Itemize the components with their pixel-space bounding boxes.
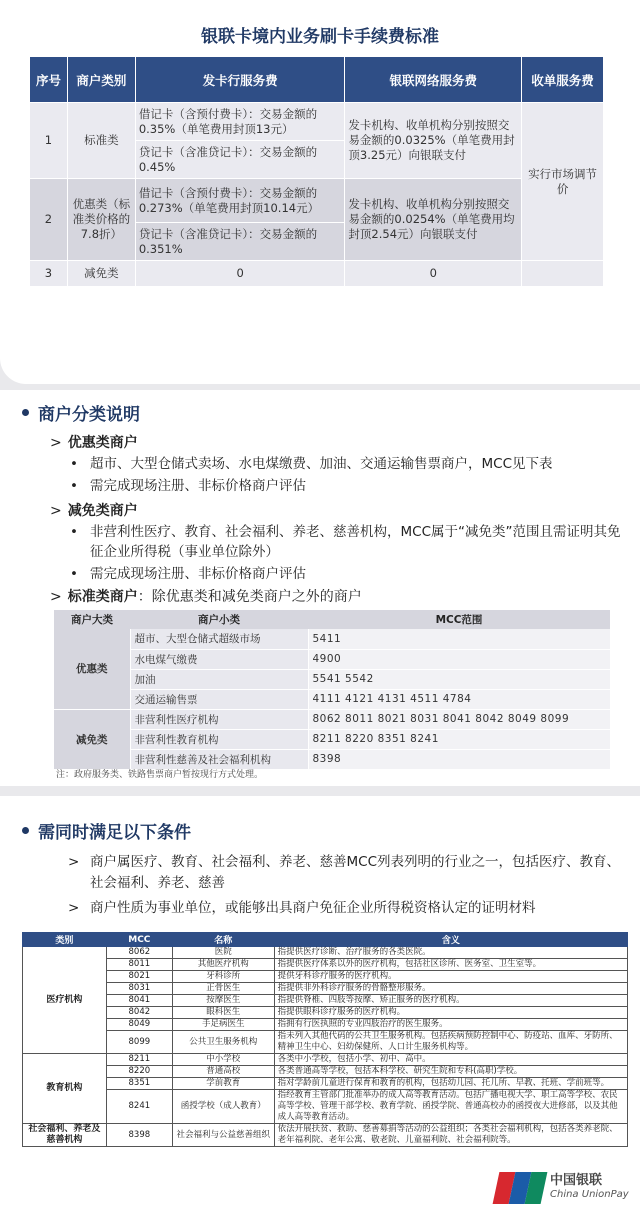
fee-table-header [30, 57, 604, 103]
mcc-cell: 8398 [308, 749, 610, 769]
mcc-name: 眼科医生 [172, 1007, 274, 1019]
table-row [23, 959, 628, 971]
bullet-icon: • [70, 524, 78, 540]
list-item [70, 522, 630, 562]
subcategory-cell: 水电煤气缴费 [130, 649, 308, 669]
mcc-cell: 8062 8011 8021 8031 8041 8042 8049 8099 [308, 709, 610, 729]
mcc-cell: 8211 8220 8351 8241 [308, 729, 610, 749]
logo-text [550, 1174, 629, 1202]
row-category: 减免类 [67, 261, 135, 287]
subcategory-cell: 非营利性慈善及社会福利机构 [130, 749, 308, 769]
acquirer-fee-empty [522, 261, 604, 287]
mcc-desc: 指提供非外科诊疗服务的骨骼整形服务。 [274, 983, 627, 995]
fee-standard-slide [0, 0, 640, 384]
jianmian-title: 减免类商户 [67, 503, 138, 519]
subcategory-cell: 交通运输售票 [130, 689, 308, 709]
mcc-name: 手足病医生 [172, 1019, 274, 1031]
table-note: 注：政府服务类、铁路售票商户暂按现行方式处理。 [56, 770, 264, 780]
row-category: 优惠类（标准类价格的7.8折） [67, 179, 135, 261]
mcc-definition-table [22, 932, 628, 1147]
mcc-code: 8021 [106, 971, 172, 983]
header-merchant-category: 商户大类 [54, 610, 130, 629]
mcc-code: 8011 [106, 959, 172, 971]
table-row [23, 995, 628, 1007]
row-no: 3 [30, 261, 68, 287]
subcategory-cell: 非营利性医疗机构 [130, 709, 308, 729]
issuer-fee: 0 [135, 261, 345, 287]
mcc-desc: 依法开展扶贫、救助、慈善募捐等活动的公益组织；各类社会福利机构，包括各类养老院、老年福利院、老年公寓、敬老院、儿童福利院、社会福利院等。 [274, 1124, 627, 1147]
table-row [23, 971, 628, 983]
subcategory-cell: 非营利性教育机构 [130, 729, 308, 749]
mcc-code: 8041 [106, 995, 172, 1007]
youhui-title: 优惠类商户 [67, 435, 138, 451]
list-item-text: 需完成现场注册、非标价格商户评估 [90, 566, 306, 582]
network-fee: 发卡机构、收单机构分别按照交易金额的0.0325%（单笔费用封顶3.25元）向银联支付 [345, 103, 522, 179]
youhui-heading [50, 432, 138, 452]
mcc-desc: 指提供脊椎、四肢等按摩、矫正服务的医疗机构。 [274, 995, 627, 1007]
mcc-name: 医院 [172, 947, 274, 959]
mcc-cell: 4900 [308, 649, 610, 669]
bullet-icon: • [70, 478, 78, 494]
mcc-table-header [54, 610, 610, 629]
heading-text: 需同时满足以下条件 [38, 823, 191, 843]
debit-fee: 借记卡（含预付费卡）：交易金额的0.35%（单笔费用封顶13元） [135, 103, 345, 141]
mcc-name: 牙科诊所 [172, 971, 274, 983]
mcc-desc: 指拥有行医执照的专业四肢治疗的医生服务。 [274, 1019, 627, 1031]
list-item [70, 564, 630, 584]
table-row [54, 709, 610, 729]
biaozhun-text: ：除优惠类和减免类商户之外的商户 [137, 589, 362, 605]
mcc-name: 公共卫生服务机构 [172, 1031, 274, 1054]
heading-text: 商户分类说明 [38, 405, 140, 425]
mcc-desc: 提供牙科诊疗服务的医疗机构。 [274, 971, 627, 983]
list-item-text: 需完成现场注册、非标价格商户评估 [90, 478, 306, 494]
mcc-code: 8049 [106, 1019, 172, 1031]
mcc-name: 普通高校 [172, 1066, 274, 1078]
mcc-code: 8042 [106, 1007, 172, 1019]
fee-standard-title: 银联卡境内业务刷卡手续费标准 [201, 27, 439, 47]
table-row [54, 749, 610, 769]
bullet-icon: • [70, 566, 78, 582]
mcc-code: 8211 [106, 1054, 172, 1066]
arrow-icon: > [68, 854, 80, 870]
table-row [23, 947, 628, 959]
table-row [23, 1090, 628, 1124]
table-row [54, 689, 610, 709]
row-category: 标准类 [67, 103, 135, 179]
mcc-code: 8351 [106, 1078, 172, 1090]
header-mcc: MCC [106, 933, 172, 947]
logo-cn: 中国银联 [550, 1173, 603, 1188]
unionpay-logo [496, 1172, 629, 1204]
mcc-name: 社会福利与公益慈善组织 [172, 1124, 274, 1147]
arrow-icon: > [50, 503, 62, 519]
jianmian-heading [50, 500, 138, 520]
table-row [30, 103, 604, 141]
merchant-category-slide [0, 390, 640, 786]
table-row [30, 261, 604, 287]
header-network-fee: 银联网络服务费 [345, 57, 522, 103]
unionpay-logo-icon [493, 1172, 548, 1204]
table-row [54, 729, 610, 749]
mcc-name: 中小学校 [172, 1054, 274, 1066]
mcc-name: 其他医疗机构 [172, 959, 274, 971]
conditions-slide [0, 796, 640, 1216]
bullet-dot-icon [22, 827, 29, 834]
category-cell: 医疗机构 [23, 947, 107, 1054]
mcc-cell: 4111 4121 4131 4511 4784 [308, 689, 610, 709]
table-row [23, 983, 628, 995]
header-merchant-subcategory: 商户小类 [130, 610, 308, 629]
table-row [23, 1066, 628, 1078]
biaozhun-heading [50, 586, 362, 606]
table-row [30, 179, 604, 223]
mcc-cell: 5541 5542 [308, 669, 610, 689]
category-cell: 社会福利、养老及慈善机构 [23, 1124, 107, 1147]
mcc-code: 8062 [106, 947, 172, 959]
acquirer-fee: 实行市场调节价 [522, 103, 604, 261]
list-item-text: 超市、大型仓储式卖场、水电煤缴费、加油、交通运输售票商户，MCC见下表 [90, 456, 553, 472]
mcc-table [54, 610, 610, 770]
table-row [23, 1031, 628, 1054]
condition-text: 商户属医疗、教育、社会福利、养老、慈善MCC列表列明的行业之一，包括医疗、教育、社会福利、养老、慈善 [90, 854, 620, 891]
header-acquirer-fee: 收单服务费 [522, 57, 604, 103]
mcc-name: 学前教育 [172, 1078, 274, 1090]
network-fee: 发卡机构、收单机构分别按照交易金额的0.0254%（单笔费用均封顶2.54元）向银联支付 [345, 179, 522, 261]
header-issuer-fee: 发卡行服务费 [135, 57, 345, 103]
mcc-desc: 指提供眼科诊疗服务的医疗机构。 [274, 1007, 627, 1019]
bullet-icon: • [70, 456, 78, 472]
mcc-definition-header [23, 933, 628, 947]
credit-fee: 贷记卡（含准贷记卡）：交易金额的0.351% [135, 223, 345, 261]
condition-item [68, 852, 628, 894]
mcc-code: 8241 [106, 1090, 172, 1124]
mcc-desc: 指提供医疗诊断、治疗服务的各类医院。 [274, 947, 627, 959]
mcc-desc: 各类普通高等学校，包括本科学校、研究生院和专科(高职)学校。 [274, 1066, 627, 1078]
list-item [70, 476, 630, 496]
mcc-code: 8031 [106, 983, 172, 995]
header-category: 商户类别 [67, 57, 135, 103]
arrow-icon: > [50, 435, 62, 451]
debit-fee: 借记卡（含预付费卡）：交易金额的0.273%（单笔费用封顶10.14元） [135, 179, 345, 223]
section-heading [22, 400, 140, 425]
arrow-icon: > [50, 589, 62, 605]
header-mcc-range: MCC范围 [308, 610, 610, 629]
logo-en: China UnionPay [550, 1189, 629, 1200]
mcc-desc: 各类中小学校，包括小学、初中、高中。 [274, 1054, 627, 1066]
table-row [54, 629, 610, 649]
list-item [70, 454, 630, 474]
mcc-desc: 指未列入其他代码的公共卫生服务机构。包括疾病预防控制中心、防疫站、血库、牙防所、精神卫生中心、妇幼保健所、人口计生服务机构等。 [274, 1031, 627, 1054]
fee-table [29, 56, 604, 287]
table-row [23, 1019, 628, 1031]
subcategory-cell: 加油 [130, 669, 308, 689]
subcategory-cell: 超市、大型仓储式超级市场 [130, 629, 308, 649]
mcc-code: 8398 [106, 1124, 172, 1147]
biaozhun-title: 标准类商户 [67, 589, 138, 605]
mcc-name: 正骨医生 [172, 983, 274, 995]
credit-fee: 贷记卡（含准贷记卡）：交易金额的0.45% [135, 141, 345, 179]
arrow-icon: > [68, 900, 80, 916]
section-heading [22, 818, 191, 843]
mcc-code: 8220 [106, 1066, 172, 1078]
header-name: 名称 [172, 933, 274, 947]
mcc-desc: 指对学龄前儿童进行保育和教育的机构，包括幼儿园、托儿所、早教、托班、学前班等。 [274, 1078, 627, 1090]
mcc-desc: 指提供医疗体系以外的医疗机构，包括社区诊所、医务室、卫生室等。 [274, 959, 627, 971]
category-cell: 教育机构 [23, 1054, 107, 1124]
table-row [23, 1078, 628, 1090]
mcc-name: 按摩医生 [172, 995, 274, 1007]
table-row [23, 1124, 628, 1147]
list-item-text: 非营利性医疗、教育、社会福利、养老、慈善机构，MCC属于“减免类”范围且需证明其免征企业所得税（事业单位除外） [90, 524, 621, 560]
bullet-dot-icon [22, 409, 29, 416]
network-fee: 0 [345, 261, 522, 287]
category-cell: 减免类 [54, 709, 130, 769]
row-no: 1 [30, 103, 68, 179]
condition-item [68, 898, 628, 919]
header-no: 序号 [30, 57, 68, 103]
mcc-code: 8099 [106, 1031, 172, 1054]
mcc-desc: 指经教育主管部门批准举办的成人高等教育活动。包括广播电视大学、职工高等学校、农民高等学校、管理干部学校、教育学院、函授学院、普通高校办的函授夜大进修部，以及其他成人高等教育活动。 [274, 1090, 627, 1124]
table-row [54, 669, 610, 689]
table-row [23, 1054, 628, 1066]
header-category: 类别 [23, 933, 107, 947]
category-cell: 优惠类 [54, 629, 130, 709]
mcc-name: 函授学校（成人教育） [172, 1090, 274, 1124]
header-meaning: 含义 [274, 933, 627, 947]
condition-text: 商户性质为事业单位，或能够出具商户免征企业所得税资格认定的证明材料 [90, 900, 536, 916]
table-row [23, 1007, 628, 1019]
mcc-cell: 5411 [308, 629, 610, 649]
table-row [54, 649, 610, 669]
row-no: 2 [30, 179, 68, 261]
